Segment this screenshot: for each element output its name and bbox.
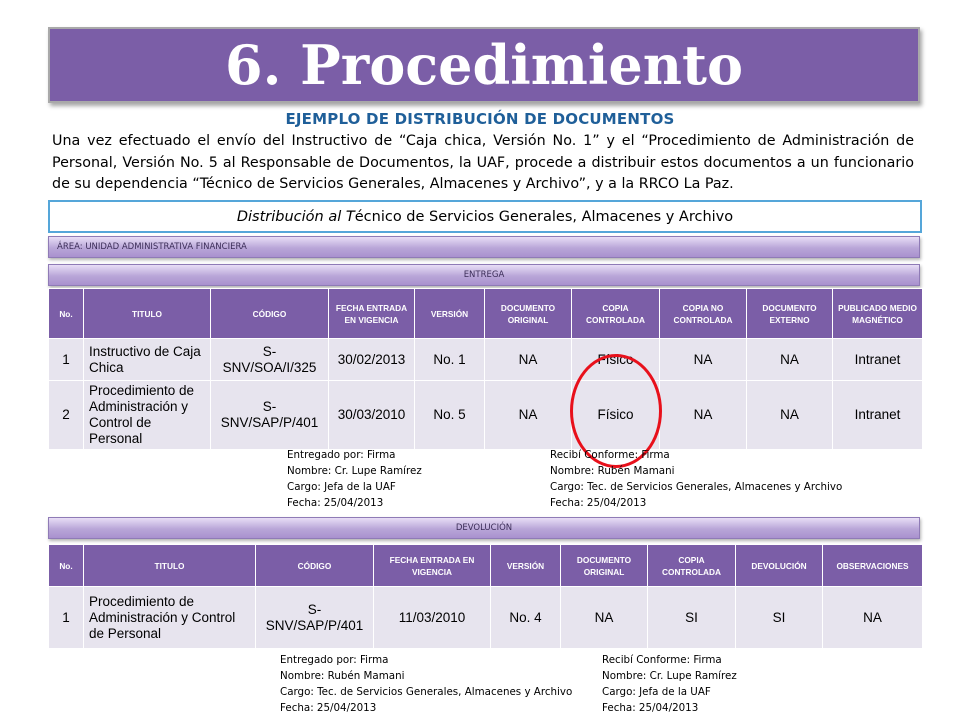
- intro-paragraph: Una vez efectuado el envío del Instructivo de “Caja chica, Versión No. 1” y el “Procedimiento de Administración de Personal, Versión No. 5 al Responsable de Documentos, la UAF, procede a distribuir estos documentos a un funcionario de su dependencia “Técnico de Servicios Generales, Almacenes y Archivo”, y a la RRCO La Paz.: [52, 133, 914, 192]
- table-cell: 1: [49, 339, 84, 381]
- table-cell: S-SNV/SAP/P/401: [256, 587, 374, 649]
- table-cell: NA: [747, 339, 833, 381]
- sig-line: Entregado por: Firma: [280, 654, 389, 666]
- table-cell: S-SNV/SAP/P/401: [211, 381, 329, 450]
- sig-line: Cargo: Tec. de Servicios Generales, Almacenes y Archivo: [550, 481, 843, 493]
- sig-line: Recibí Conforme: Firma: [602, 654, 722, 666]
- column-header: TITULO: [84, 545, 256, 587]
- table-cell: No. 1: [415, 339, 485, 381]
- devolucion-signature-right: [602, 652, 737, 716]
- table-cell: NA: [485, 339, 572, 381]
- table-cell: 11/03/2010: [374, 587, 491, 649]
- column-header: FECHA ENTRADA EN VIGENCIA: [374, 545, 491, 587]
- table-cell: 1: [49, 587, 84, 649]
- table-cell: NA: [823, 587, 923, 649]
- column-header: DOCUMENTO ORIGINAL: [561, 545, 648, 587]
- column-header: DEVOLUCIÓN: [736, 545, 823, 587]
- column-header: DOCUMENTO EXTERNO: [747, 289, 833, 339]
- sig-line: Nombre: Rubén Mamani: [280, 670, 405, 682]
- column-header: No.: [49, 545, 84, 587]
- distribution-rest: écnico de Servicios Generales, Almacenes y Archivo: [354, 208, 734, 225]
- column-header: COPIA CONTROLADA: [648, 545, 736, 587]
- table-cell: Físico: [572, 381, 660, 450]
- sig-line: Nombre: Cr. Lupe Ramírez: [287, 465, 422, 477]
- distribution-italic: Distribución al T: [236, 208, 355, 225]
- sig-line: Cargo: Jefa de la UAF: [287, 481, 396, 493]
- section-subheading: EJEMPLO DE DISTRIBUCIÓN DE DOCUMENTOS: [285, 110, 675, 128]
- column-header: OBSERVACIONES: [823, 545, 923, 587]
- table-cell: Intranet: [833, 381, 923, 450]
- devolucion-header-row: [49, 545, 923, 587]
- table-cell: 2: [49, 381, 84, 450]
- entrega-signature-left: [287, 447, 422, 511]
- column-header: No.: [49, 289, 84, 339]
- table-cell: NA: [485, 381, 572, 450]
- column-header: VERSIÓN: [415, 289, 485, 339]
- table-cell: No. 5: [415, 381, 485, 450]
- table-cell: S-SNV/SOA/I/325: [211, 339, 329, 381]
- entrega-header-row: [49, 289, 923, 339]
- sig-line: Fecha: 25/04/2013: [280, 702, 377, 714]
- column-header: DOCUMENTO ORIGINAL: [485, 289, 572, 339]
- table-cell: 30/03/2010: [329, 381, 415, 450]
- sig-line: Recibí Conforme: Firma: [550, 449, 670, 461]
- table-row: [49, 587, 923, 649]
- area-band: ÁREA: UNIDAD ADMINISTRATIVA FINANCIERA: [48, 236, 920, 258]
- entrega-table: [48, 288, 923, 450]
- column-header: CÓDIGO: [211, 289, 329, 339]
- column-header: COPIA CONTROLADA: [572, 289, 660, 339]
- sig-line: Fecha: 25/04/2013: [287, 497, 384, 509]
- table-cell: NA: [660, 339, 747, 381]
- table-cell: NA: [561, 587, 648, 649]
- table-row: [49, 339, 923, 381]
- distribution-bar: [48, 200, 922, 233]
- entrega-body: [49, 339, 923, 450]
- table-cell: NA: [660, 381, 747, 450]
- table-cell: Procedimiento de Administración y Control de Personal: [84, 381, 211, 450]
- devolucion-band: DEVOLUCIÓN: [48, 517, 920, 539]
- column-header: VERSIÓN: [491, 545, 561, 587]
- sig-line: Nombre: Cr. Lupe Ramírez: [602, 670, 737, 682]
- entrega-band: ENTREGA: [48, 264, 920, 286]
- table-cell: Físico: [572, 339, 660, 381]
- sig-line: Entregado por: Firma: [287, 449, 396, 461]
- table-cell: 30/02/2013: [329, 339, 415, 381]
- devolucion-signature-left: [280, 652, 572, 716]
- table-row: [49, 381, 923, 450]
- sig-line: Cargo: Jefa de la UAF: [602, 686, 711, 698]
- table-cell: NA: [747, 381, 833, 450]
- table-cell: SI: [736, 587, 823, 649]
- table-cell: Procedimiento de Administración y Control de Personal: [84, 587, 256, 649]
- column-header: TITULO: [84, 289, 211, 339]
- column-header: FECHA ENTRADA EN VIGENCIA: [329, 289, 415, 339]
- column-header: CÓDIGO: [256, 545, 374, 587]
- sig-line: Nombre: Rubén Mamani: [550, 465, 675, 477]
- table-cell: SI: [648, 587, 736, 649]
- sig-line: Fecha: 25/04/2013: [550, 497, 647, 509]
- table-cell: No. 4: [491, 587, 561, 649]
- table-cell: Intranet: [833, 339, 923, 381]
- column-header: COPIA NO CONTROLADA: [660, 289, 747, 339]
- slide-title: 6. Procedimiento: [48, 27, 920, 103]
- sig-line: Cargo: Tec. de Servicios Generales, Almacenes y Archivo: [280, 686, 573, 698]
- sig-line: Fecha: 25/04/2013: [602, 702, 699, 714]
- table-cell: Instructivo de Caja Chica: [84, 339, 211, 381]
- entrega-signature-right: [550, 447, 842, 511]
- column-header: PUBLICADO MEDIO MAGNÉTICO: [833, 289, 923, 339]
- devolucion-table: [48, 544, 923, 649]
- devolucion-body: [49, 587, 923, 649]
